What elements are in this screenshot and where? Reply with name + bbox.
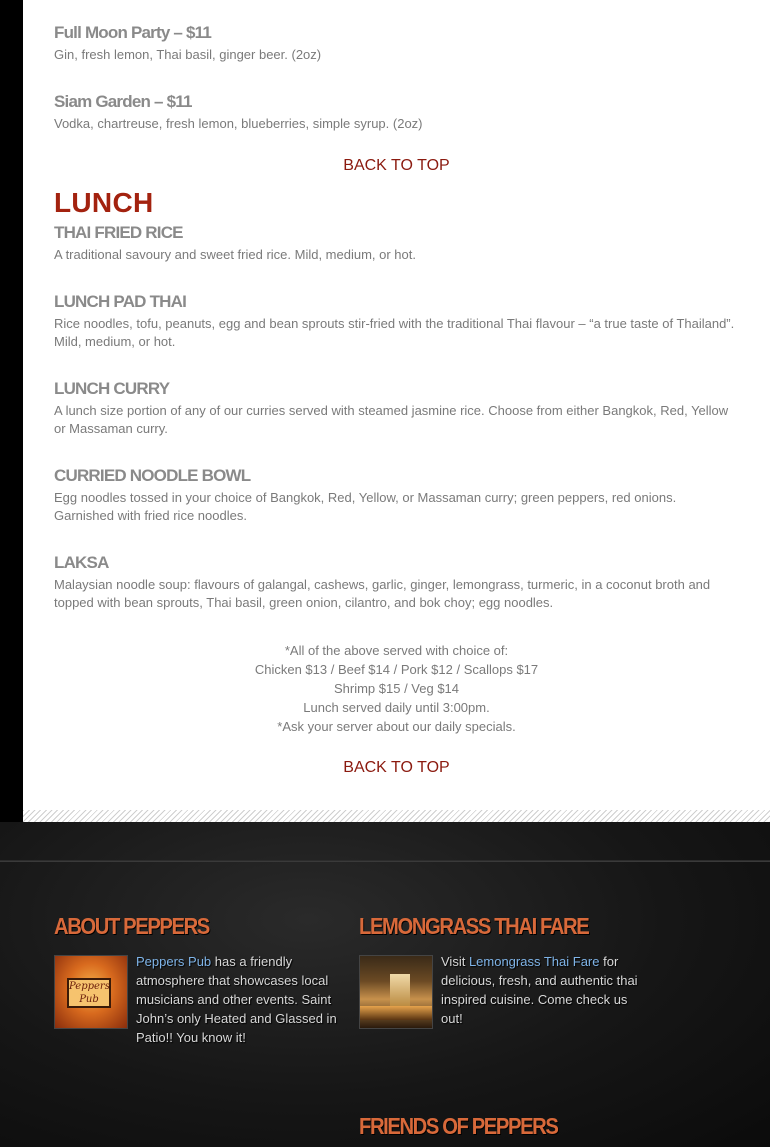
drink-description: Gin, fresh lemon, Thai basil, ginger beer. (2oz) <box>54 47 322 62</box>
menu-item <box>54 291 736 351</box>
footer-divider <box>0 860 770 862</box>
about-body: has a friendly atmosphere that showcases local musicians and other events. Saint John’s only Heated and Glassed in Patio!! You know it! <box>136 954 337 1045</box>
menu-item <box>54 465 736 525</box>
site-footer <box>0 822 770 1147</box>
menu-item <box>54 222 736 264</box>
menu-item-description: Rice noodles, tofu, peanuts, egg and bean sprouts stir-fried with the traditional Thai flavour – “a true taste of Thailand”. Mild, medium, or hot. <box>54 316 735 349</box>
hatch-divider <box>23 810 770 822</box>
peppers-pub-link[interactable]: Peppers Pub <box>136 954 212 969</box>
drink-description: Vodka, chartreuse, fresh lemon, blueberries, simple syrup. (2oz) <box>54 116 423 131</box>
menu-item-title: CURRIED NOODLE BOWL <box>54 466 251 485</box>
menu-item-description: A traditional savoury and sweet fried rice. Mild, medium, or hot. <box>54 247 416 262</box>
about-peppers-text <box>136 952 341 1047</box>
drink-item <box>54 22 736 64</box>
menu-item-title: LAKSA <box>54 553 109 572</box>
menu-item-description: Egg noodles tossed in your choice of Bangkok, Red, Yellow, or Massaman curry; green peppers, red onions. Garnished with fried rice noodles. <box>54 490 677 523</box>
lemongrass-body: for delicious, fresh, and authentic thai inspired cuisine. Come check us out! <box>441 954 638 1026</box>
about-peppers-title: ABOUT PEPPERS <box>54 913 209 939</box>
back-to-top-link[interactable]: BACK TO TOP <box>343 157 450 174</box>
friends-of-peppers-title: FRIENDS OF PEPPERS <box>359 1113 558 1139</box>
note-line: *All of the above served with choice of: <box>284 643 509 658</box>
lemongrass-link[interactable]: Lemongrass Thai Fare <box>468 954 600 969</box>
bar-counter-image <box>360 1006 433 1020</box>
menu-item <box>54 552 736 612</box>
menu-item-title: THAI FRIED RICE <box>54 223 183 242</box>
drink-title: Siam Garden – $11 <box>54 92 192 111</box>
lemongrass-title: LEMONGRASS THAI FARE <box>359 913 589 939</box>
lunch-notes <box>23 641 770 736</box>
note-line: Chicken $13 / Beef $14 / Pork $12 / Scallops $17 <box>254 662 539 677</box>
drink-item <box>54 91 736 133</box>
menu-content-panel <box>23 0 770 822</box>
lunch-section-header <box>54 187 736 219</box>
bar-shelf-image <box>390 974 410 1008</box>
peppers-pub-thumbnail[interactable] <box>54 955 128 1029</box>
lemongrass-prefix: Visit <box>441 954 469 969</box>
menu-item-title: LUNCH CURRY <box>54 379 170 398</box>
menu-item <box>54 378 736 438</box>
pub-sign-image: Peppers Pub <box>67 978 111 1008</box>
note-line: *Ask your server about our daily specials. <box>277 719 516 734</box>
lemongrass-text <box>441 952 646 1028</box>
lunch-heading: LUNCH <box>54 187 154 218</box>
menu-item-title: LUNCH PAD THAI <box>54 292 187 311</box>
note-line: Lunch served daily until 3:00pm. <box>303 700 490 715</box>
back-to-top-link[interactable]: BACK TO TOP <box>343 759 450 776</box>
menu-item-description: A lunch size portion of any of our curries served with steamed jasmine rice. Choose from either Bangkok, Red, Yellow or Massaman curry. <box>54 403 729 436</box>
lemongrass-thumbnail[interactable] <box>359 955 433 1029</box>
drink-title: Full Moon Party – $11 <box>54 23 212 42</box>
menu-item-description: Malaysian noodle soup: flavours of galangal, cashews, garlic, ginger, lemongrass, turmeric, in a coconut broth and topped with bean sprouts, Thai basil, green onion, cilantro, and bok choy; egg noodles. <box>54 577 711 610</box>
note-line: Shrimp $15 / Veg $14 <box>333 681 460 696</box>
